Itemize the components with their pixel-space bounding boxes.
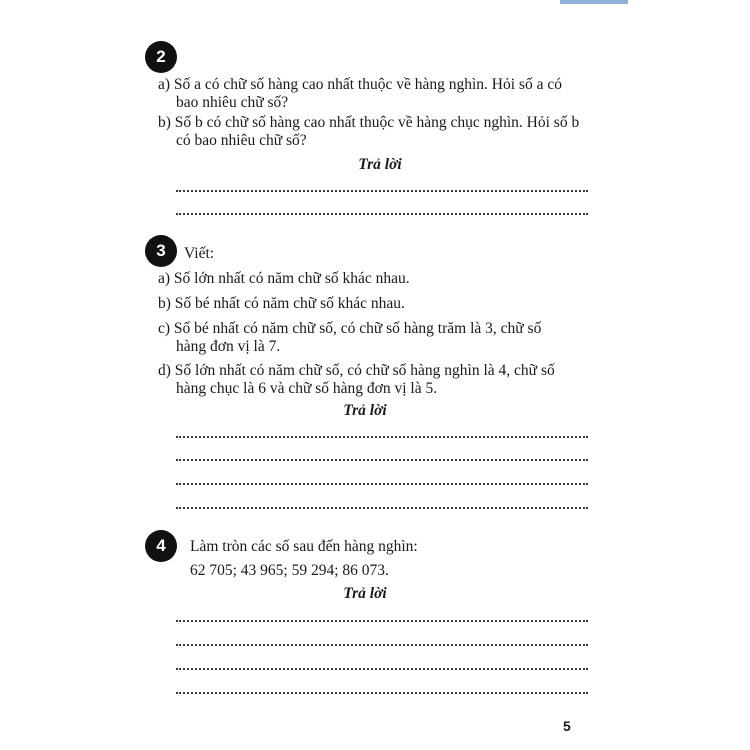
- exercise-2-number-badge: 2: [145, 41, 177, 73]
- exercise-4-answer-heading: Trả lời: [343, 585, 387, 602]
- exercise-3-part-a: a) Số lớn nhất có năm chữ số khác nhau.: [158, 270, 410, 287]
- exercise-3-part-b: b) Số bé nhất có năm chữ số khác nhau.: [158, 295, 405, 312]
- answer-dotted-line: [176, 644, 588, 646]
- page-number: 5: [563, 718, 571, 734]
- exercise-4-number-badge: 4: [145, 530, 177, 562]
- exercise-3-number-badge: 3: [145, 235, 177, 267]
- exercise-4-intro: Làm tròn các số sau đến hàng nghìn:: [190, 538, 418, 555]
- exercise-2-part-a-line-2: bao nhiêu chữ số?: [176, 94, 289, 111]
- exercise-4-numbers: 62 705; 43 965; 59 294; 86 073.: [190, 562, 389, 579]
- exercise-3-answer-heading: Trả lời: [343, 402, 387, 419]
- exercise-3-part-c-line-2: hàng đơn vị là 7.: [176, 338, 281, 355]
- answer-dotted-line: [176, 436, 588, 438]
- exercise-2-part-b-line-1: b) Số b có chữ số hàng cao nhất thuộc về hàng chục nghìn. Hỏi số b: [158, 114, 580, 131]
- answer-dotted-line: [176, 668, 588, 670]
- answer-dotted-line: [176, 692, 588, 694]
- exercise-2-part-a-line-1: a) Số a có chữ số hàng cao nhất thuộc về hàng nghìn. Hỏi số a có: [158, 76, 562, 93]
- answer-dotted-line: [176, 459, 588, 461]
- answer-dotted-line: [176, 213, 588, 215]
- exercise-3-part-d-line-2: hàng chục là 6 và chữ số hàng đơn vị là 5.: [176, 380, 438, 397]
- top-edge-decoration: [560, 0, 628, 4]
- exercise-3-part-d-line-1: d) Số lớn nhất có năm chữ số, có chữ số hàng nghìn là 4, chữ số: [158, 362, 555, 379]
- exercise-3-intro: Viết:: [184, 245, 215, 262]
- answer-dotted-line: [176, 483, 588, 485]
- answer-dotted-line: [176, 190, 588, 192]
- exercise-2-part-b-line-2: có bao nhiêu chữ số?: [176, 132, 307, 149]
- answer-dotted-line: [176, 620, 588, 622]
- exercise-2-answer-heading: Trả lời: [358, 156, 402, 173]
- answer-dotted-line: [176, 507, 588, 509]
- exercise-3-part-c-line-1: c) Số bé nhất có năm chữ số, có chữ số hàng trăm là 3, chữ số: [158, 320, 542, 337]
